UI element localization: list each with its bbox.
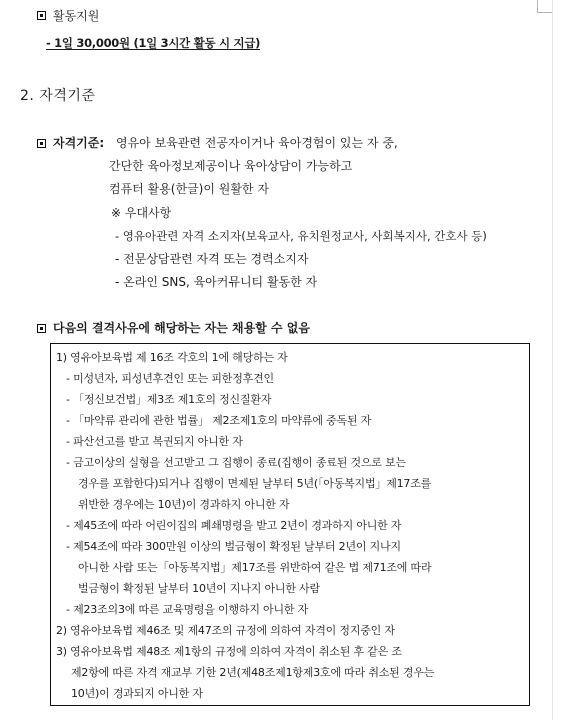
qualification-line: 영유아 보육관련 전공자이거나 육아경험이 있는 자 중, [116, 136, 398, 150]
disqualification-line: 3) 영유아보육법 제48조 제1항의 규정에 의하여 자격이 취소된 후 같은 조 [56, 645, 402, 658]
disqualification-line: 벌금형이 확정된 날부터 10년이 지나지 아니한 사람 [78, 582, 320, 595]
page-corner-mark [537, 0, 552, 13]
activity-support-title: 활동지원 [53, 9, 100, 23]
square-bullet-icon [37, 11, 46, 20]
disqualification-line: 2) 영유아보육법 제46조 및 제47조의 규정에 의하여 자격이 정지중인 자 [56, 624, 395, 637]
preferred-title: ※ 우대사항 [111, 206, 172, 220]
disqualification-line: - 「마약류 관리에 관한 법률」 제2조제1호의 마약류에 중독된 자 [66, 414, 372, 427]
disqualification-line: 아니한 사람 또는「아동복지법」제17조를 위반하여 같은 법 제71조에 따라 [78, 561, 432, 574]
qualification-line: 간단한 육아정보제공이나 육아상담이 가능하고 [109, 159, 353, 173]
disqualification-line: - 금고이상의 실형을 선고받고 그 집행이 종료(집행이 종료된 것으로 보는 [66, 456, 406, 469]
disqualification-line: - 미성년자, 피성년후견인 또는 피한정후견인 [66, 372, 274, 385]
activity-pay-line: - 1일 30,000원 (1일 3시간 활동 시 지급) [46, 36, 261, 50]
disqualification-line: - 제54조에 따라 300만원 이상의 벌금형이 확정된 날부터 2년이 지나지 [66, 540, 401, 553]
disqualification-title: 다음의 결격사유에 해당하는 자는 채용할 수 없음 [53, 321, 310, 335]
disqualification-line: - 제23조의3에 따른 교육명령을 이행하지 아니한 자 [66, 603, 309, 616]
disqualification-line: - 제45조에 따라 어린이집의 폐쇄명령을 받고 2년이 경과하지 아니한 자 [66, 519, 402, 532]
disqualification-line: 제2항에 따른 자격 재교부 기한 2년(제48조제1항제3호에 따라 취소된 경우는 [71, 666, 435, 679]
preferred-item: - 영유아관련 자격 소지자(보육교사, 유치원정교사, 사회복지사, 간호사 등) [115, 229, 487, 243]
section-heading: 2. 자격기준 [20, 88, 96, 104]
disqualification-line: 위반한 경우에는 10년)이 경과하지 아니한 자 [78, 498, 290, 511]
qualification-label: 자격기준: [53, 136, 105, 150]
disqualification-line: 경우를 포함한다)되거나 집행이 면제된 날부터 5년(「아동복지법」제17조를 [78, 477, 432, 490]
disqualification-line: 1) 영유아보육법 제 16조 각호의 1에 해당하는 자 [56, 351, 288, 364]
preferred-item: - 전문상담관련 자격 또는 경력소지자 [115, 252, 309, 266]
square-bullet-icon [37, 324, 46, 333]
disqualification-line: - 「정신보건법」제3조 제1호의 정신질환자 [66, 393, 272, 406]
square-bullet-icon [37, 139, 46, 148]
preferred-item: - 온라인 SNS, 육아커뮤니티 활동한 자 [115, 275, 318, 289]
page-edge [552, 0, 553, 720]
qualification-line: 컴퓨터 활용(한글)이 원활한 자 [109, 182, 269, 196]
disqualification-box [50, 343, 530, 706]
disqualification-line: - 파산선고를 받고 복권되지 아니한 자 [66, 435, 243, 448]
disqualification-line: 10년)이 경과되지 아니한 자 [71, 687, 203, 700]
